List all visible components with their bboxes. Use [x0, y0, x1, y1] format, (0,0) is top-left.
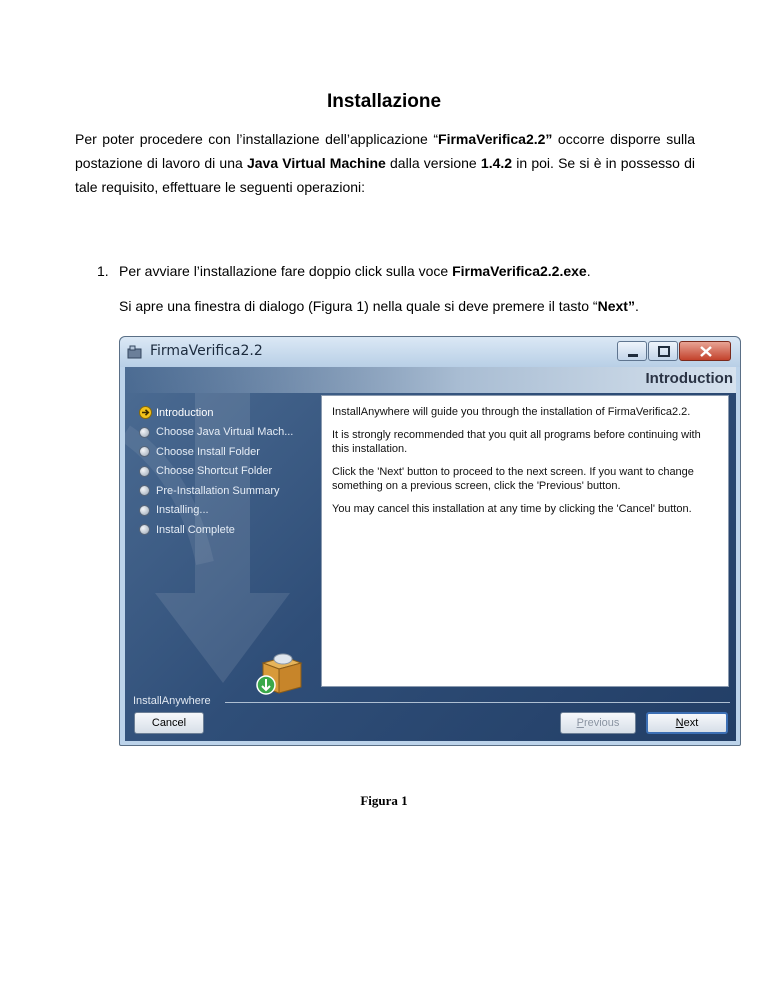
step-item: Pre-Installation Summary	[139, 481, 293, 501]
installer-step-list	[139, 403, 293, 540]
step-item: Install Complete	[139, 520, 293, 540]
maximize-icon	[649, 342, 679, 362]
footer-divider	[225, 702, 730, 703]
maximize-button[interactable]	[648, 341, 678, 361]
minimize-icon	[618, 342, 648, 362]
step-item: Choose Java Virtual Mach...	[139, 423, 293, 443]
figure-caption: Figura 1	[360, 793, 408, 808]
step-bullet-icon	[139, 466, 150, 477]
installanywhere-label: InstallAnywhere	[133, 695, 211, 707]
step-header: Introduction	[125, 367, 736, 393]
intro-paragraph: Per poter procedere con l’installazione dell’applicazione “FirmaVerifica2.2” occorre disporre sulla postazione di lavoro di una Java Virtual Machine dalla versione 1.4.2 in poi. Se si è in possesso di tale requisito, effettuare le seguenti operazioni:	[75, 131, 696, 195]
intro-text-1: InstallAnywhere will guide you through the installation of FirmaVerifica2.2.	[332, 406, 691, 418]
package-install-icon	[255, 647, 305, 697]
step-item: Choose Shortcut Folder	[139, 462, 293, 482]
intro-text-3: Click the 'Next' button to proceed to the next screen. If you want to change something on a previous screen, click the 'Previous' button.	[332, 466, 694, 492]
close-button[interactable]	[679, 341, 731, 361]
step-bullet-icon	[139, 505, 150, 516]
intro-text-4: You may cancel this installation at any time by clicking the 'Cancel' button.	[332, 503, 692, 515]
minimize-button[interactable]	[617, 341, 647, 361]
step-item: Installing...	[139, 501, 293, 521]
step-bullet-icon	[139, 446, 150, 457]
step-bullet-icon	[139, 485, 150, 496]
installer-app-icon	[127, 345, 143, 359]
previous-button[interactable]: Previous	[560, 712, 636, 734]
introduction-text-panel	[321, 395, 729, 687]
page-title: Installazione	[326, 91, 442, 112]
current-step-arrow-icon	[139, 406, 152, 419]
step-1-detail: Si apre una finestra di dialogo (Figura 1) nella quale si deve premere il tasto “Next”.	[119, 298, 639, 314]
step-number: 1.	[97, 263, 109, 279]
intro-text-2: It is strongly recommended that you quit all programs before continuing with this installation.	[332, 429, 701, 455]
step-bullet-icon	[139, 427, 150, 438]
step-item: Choose Install Folder	[139, 442, 293, 462]
installer-window	[119, 336, 741, 746]
window-title: FirmaVerifica2.2	[150, 343, 263, 359]
step-1-instruction: 1. Per avviare l’installazione fare doppio click sulla voce FirmaVerifica2.2.exe.	[97, 263, 591, 279]
window-titlebar	[120, 337, 740, 367]
step-item: Introduction	[139, 403, 293, 423]
cancel-button[interactable]: Cancel	[134, 712, 204, 734]
close-icon	[680, 342, 732, 362]
installer-body	[125, 367, 736, 741]
step-bullet-icon	[139, 524, 150, 535]
next-button[interactable]: Next	[646, 712, 728, 734]
